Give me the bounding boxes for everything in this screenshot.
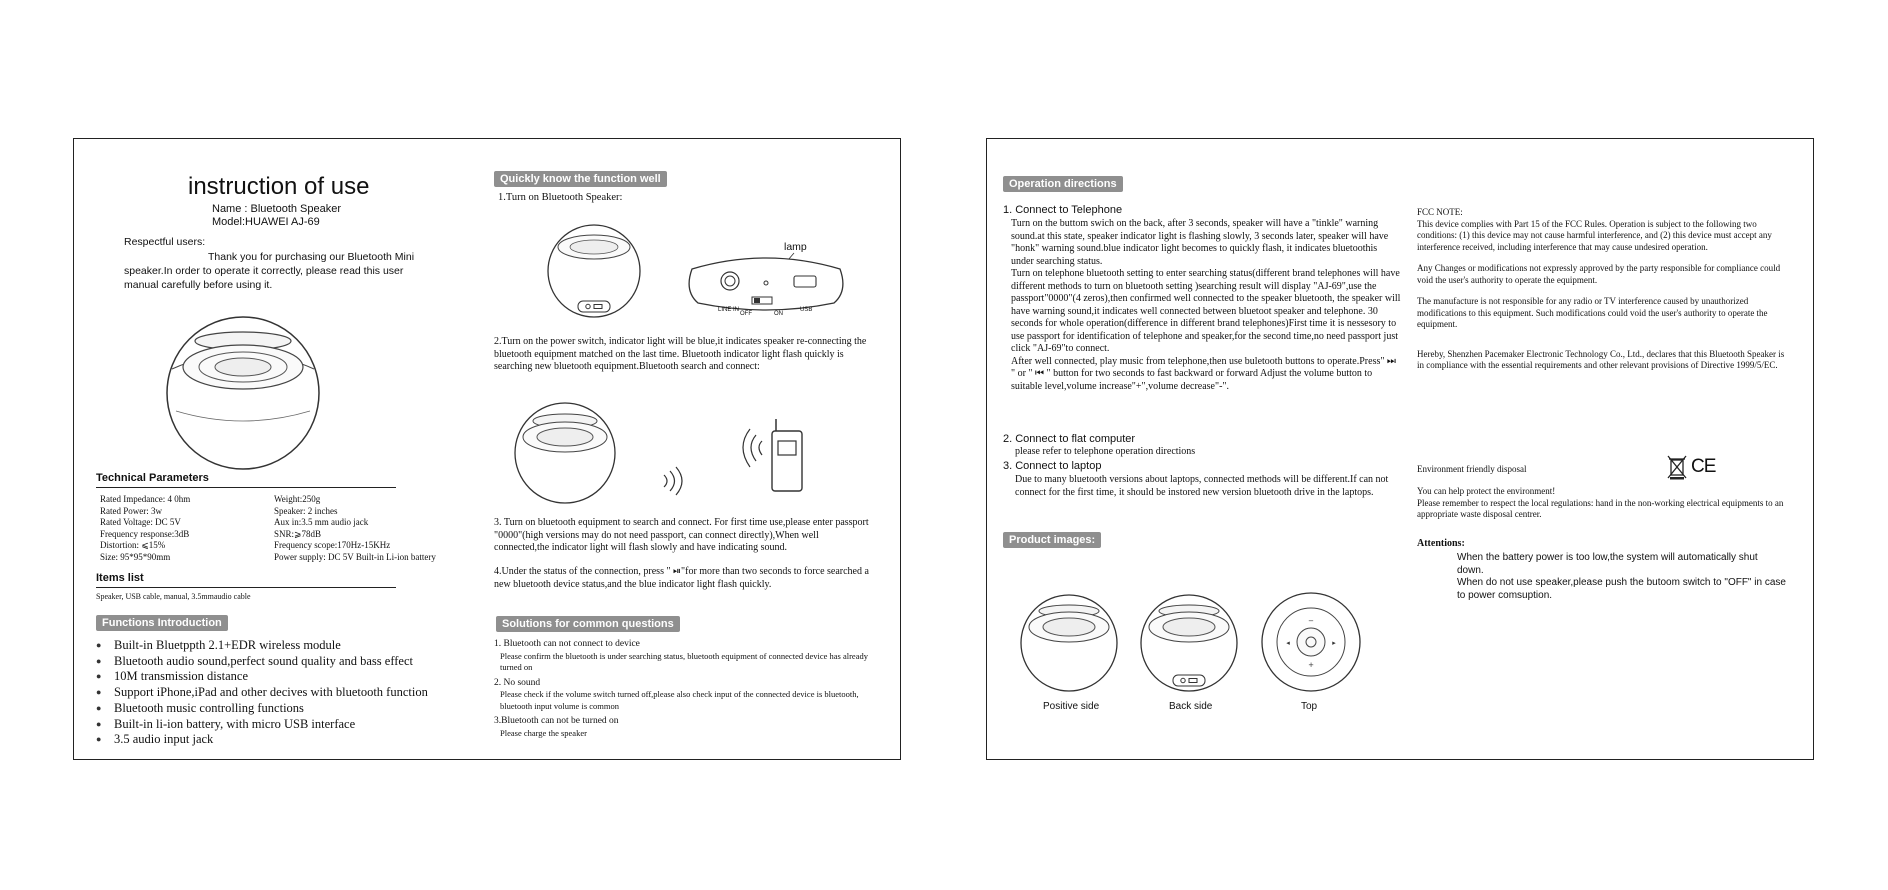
paragraph: This device complies with Part 15 of the FCC Rules. Operation is subject to the following two conditions: (1) this device may not cause harmful interference, and (2) this device must accept any interference received, including interference that may cause undesired operation. bbox=[1417, 218, 1772, 252]
attentions-title: Attentions: bbox=[1417, 538, 1465, 549]
caption-positive-side: Positive side bbox=[1043, 701, 1100, 712]
usb-label: USB bbox=[800, 307, 813, 313]
section-2-title: 2. Connect to flat computer bbox=[1003, 433, 1136, 445]
tech-heading: Technical Parameters bbox=[96, 472, 209, 484]
fcc-title: FCC NOTE: bbox=[1417, 207, 1463, 217]
tech-param: Rated Voltage: DC 5V bbox=[100, 517, 181, 527]
list-item bbox=[494, 678, 874, 713]
answer: Please confirm the bluetooth is under searching status, bluetooth equipment of connected device has already turned on bbox=[500, 650, 868, 672]
solutions-heading: Solutions for common questions bbox=[496, 616, 680, 632]
tech-param: SNR:⩾78dB bbox=[274, 528, 322, 539]
paragraph: Please remember to respect the local regulations: hand in the non-working electrical equipments to an appropriate waste disposal centrer. bbox=[1417, 497, 1784, 519]
thanks-line: Thank you for purchasing our Bluetooth Mini bbox=[208, 251, 415, 263]
question: 1. Bluetooth can not connect to device bbox=[494, 639, 640, 649]
quick-heading: Quickly know the function well bbox=[494, 171, 667, 187]
environment-text bbox=[1417, 486, 1787, 521]
step-4: 4.Under the status of the connection, press " ⏯"for more than two seconds to force searched a new bluetooth device status,and the blue indicator light flash quickly. bbox=[494, 566, 869, 590]
ce-mark: CE bbox=[1691, 456, 1716, 477]
divider bbox=[96, 587, 396, 588]
solutions-list bbox=[494, 639, 874, 743]
tech-right-column bbox=[274, 494, 436, 563]
tech-param: Size: 95*95*90mm bbox=[100, 551, 171, 562]
operation-heading: Operation directions bbox=[1003, 176, 1123, 192]
tech-param: Rated Power: 3w bbox=[100, 505, 162, 516]
fcc-notice bbox=[1417, 207, 1787, 372]
intro-text: speaker.In order to operate it correctly, please read this user manual carefully before using it. bbox=[124, 265, 404, 291]
section-3-text: Due to many bluetooth versions about laptops, connected methods will be different.If can not connect for the first time, it should be instored new version bluetooth drive in the laptops. bbox=[1015, 474, 1389, 498]
question: 3.Bluetooth can not be turned on bbox=[494, 716, 619, 726]
product-images-heading: Product images: bbox=[1003, 532, 1101, 548]
list-item: When do not use speaker,please push the butoom switch to "OFF" in case to power comsuption. bbox=[1457, 577, 1786, 601]
functions-list bbox=[96, 638, 428, 748]
step-3: 3. Turn on bluetooth equipment to search and connect. For first time use,please enter passport "0000"(high versions may do not need passport, can connect directly),When well connected,the indicator light will flash slowly and have indicating sound. bbox=[494, 517, 869, 553]
paragraph: Any Changes or modifications not expressly approved by the party responsible for compliance could void the user's authority to operate the equipment. bbox=[1417, 263, 1781, 285]
tech-param: Power supply: DC 5V Built-in Li-ion battery bbox=[274, 551, 436, 562]
svg-text:▸: ▸ bbox=[1332, 639, 1336, 647]
tech-param: Frequency scope:170Hz-15KHz bbox=[274, 540, 391, 550]
list-item: ● Support iPhone,iPad and other decives with bluetooth function bbox=[96, 685, 428, 701]
on-label: ON bbox=[774, 311, 783, 317]
section-1-text bbox=[1011, 218, 1401, 393]
list-item bbox=[494, 639, 874, 674]
speaker-illustration bbox=[162, 307, 324, 469]
weee-bin-icon bbox=[1667, 454, 1687, 480]
phone-icon bbox=[732, 417, 822, 497]
line-in-label: LINE IN bbox=[718, 307, 740, 313]
page-title: instruction of use bbox=[188, 173, 370, 200]
paragraph: Turn on telephone bluetooth setting to enter searching status(different brand telephones will have different methods to turn on bluetooth setting )searching result will display "AJ-69",use the passport"0000"(4 zeros),then confirmed well connected to the speaker bluetooth, the speaker will have warning sound,it indicates well connected between bluetoot speaker and telephone. 30 seconds for whole operation(difference in different brand telephones)First time it is nessesory to use passport for identification of telephone and speaker,for the second time,no need passport just click "AJ-69"to connect. bbox=[1011, 268, 1401, 354]
left-page bbox=[73, 138, 901, 760]
items-heading: Items list bbox=[96, 572, 144, 584]
list-item: ● Built-in li-ion battery, with micro USB interface bbox=[96, 717, 428, 733]
caption-top: Top bbox=[1301, 701, 1318, 712]
product-back-image bbox=[1137, 591, 1241, 693]
section-3-title: 3. Connect to laptop bbox=[1003, 460, 1102, 472]
tech-param: Rated Impedance: 4 0hm bbox=[100, 494, 191, 504]
product-front-image bbox=[1017, 591, 1121, 693]
list-item bbox=[494, 716, 874, 739]
signal-waves-icon bbox=[654, 465, 694, 497]
question: 2. No sound bbox=[494, 677, 541, 688]
off-label: OFF bbox=[740, 311, 752, 317]
paragraph: Turn on the buttom swich on the back, after 3 seconds, speaker will have a "tinkle" warning sound.at this state, speaker indicator light is flashing slowly, 3 seconds later, speaker will have "honk" warning sound.blue indicator light becomes to quickly flash, it indicates bluetoothis under searching status. bbox=[1011, 218, 1389, 267]
speaker-front-illustration bbox=[510, 397, 620, 505]
svg-text:◂: ◂ bbox=[1286, 639, 1290, 647]
right-page bbox=[986, 138, 1814, 760]
declaration: Hereby, Shenzhen Pacemaker Electronic Technology Co., Ltd., declares that this Bluetooth Speaker is in compliance with the essential requirements and other relevant provisions of Directive 1999/5/EC. bbox=[1417, 348, 1785, 370]
paragraph: You can help protect the environment! bbox=[1417, 486, 1556, 496]
speaker-back-illustration bbox=[544, 221, 644, 319]
product-name: Name : Bluetooth Speaker bbox=[212, 203, 342, 215]
list-item: ● Bluetooth music controlling functions bbox=[96, 701, 428, 717]
paragraph: After well connected, play music from telephone,then use buletooth buttons to operate.Press" ⏭ " or " ⏮ " button for two seconds to fast backward or forward Adjust the volume button to suitable level,volume increase"+",volume decrease"-". bbox=[1011, 355, 1396, 392]
tech-param: Speaker: 2 inches bbox=[274, 505, 338, 516]
lamp-label: lamp bbox=[784, 241, 807, 253]
tech-left-column bbox=[100, 494, 190, 563]
paragraph: The manufacture is not responsible for any radio or TV interference caused by unauthorized modifications to this equipment. Such modifications could void the user's authority to operate the equipment. bbox=[1417, 296, 1768, 329]
functions-heading: Functions Introduction bbox=[96, 615, 228, 631]
step-1: 1.Turn on Bluetooth Speaker: bbox=[498, 192, 623, 203]
environment-label: Environment friendly disposal bbox=[1417, 464, 1527, 474]
section-2-text: please refer to telephone operation directions bbox=[1015, 446, 1196, 457]
tech-param: Weight:250g bbox=[274, 494, 321, 504]
answer: Please charge the speaker bbox=[500, 727, 587, 738]
greeting: Respectful users: bbox=[124, 236, 206, 248]
list-item: When the battery power is too low,the system will automatically shut down. bbox=[1457, 552, 1758, 576]
back-panel-diagram bbox=[684, 251, 848, 313]
step-2: 2.Turn on the power switch, indicator light will be blue,it indicates speaker re-connecting the bluetooth equipment matched on the last time. Bluetooth indicator light flash quickly is searching new bluetooth equipment.Bluetooth search and connect: bbox=[494, 336, 867, 372]
list-item: ● Built-in Bluetppth 2.1+EDR wireless module bbox=[96, 638, 428, 654]
tech-param: Aux in:3.5 mm audio jack bbox=[274, 517, 369, 527]
section-1-title: 1. Connect to Telephone bbox=[1003, 204, 1123, 216]
list-item: ● 10M transmission distance bbox=[96, 669, 428, 685]
items-list: Speaker, USB cable, manual, 3.5mmaudio cable bbox=[96, 592, 251, 601]
tech-param: Frequency response:3dB bbox=[100, 528, 190, 539]
caption-back-side: Back side bbox=[1169, 701, 1213, 712]
attentions-list bbox=[1457, 552, 1787, 602]
answer: Please check if the volume switch turned off,please also check input of the connected device is bluetooth, bluetooth input volume is common bbox=[500, 689, 859, 711]
svg-text:−: − bbox=[1308, 617, 1314, 625]
product-top-image bbox=[1259, 591, 1363, 693]
list-item: ● Bluetooth audio sound,perfect sound quality and bass effect bbox=[96, 654, 428, 670]
model-line: Model:HUAWEI AJ-69 bbox=[212, 216, 320, 228]
svg-text:+: + bbox=[1308, 661, 1314, 669]
list-item: ● 3.5 audio input jack bbox=[96, 732, 428, 748]
tech-param: Distortion: ⩽15% bbox=[100, 540, 166, 550]
divider bbox=[96, 487, 396, 488]
